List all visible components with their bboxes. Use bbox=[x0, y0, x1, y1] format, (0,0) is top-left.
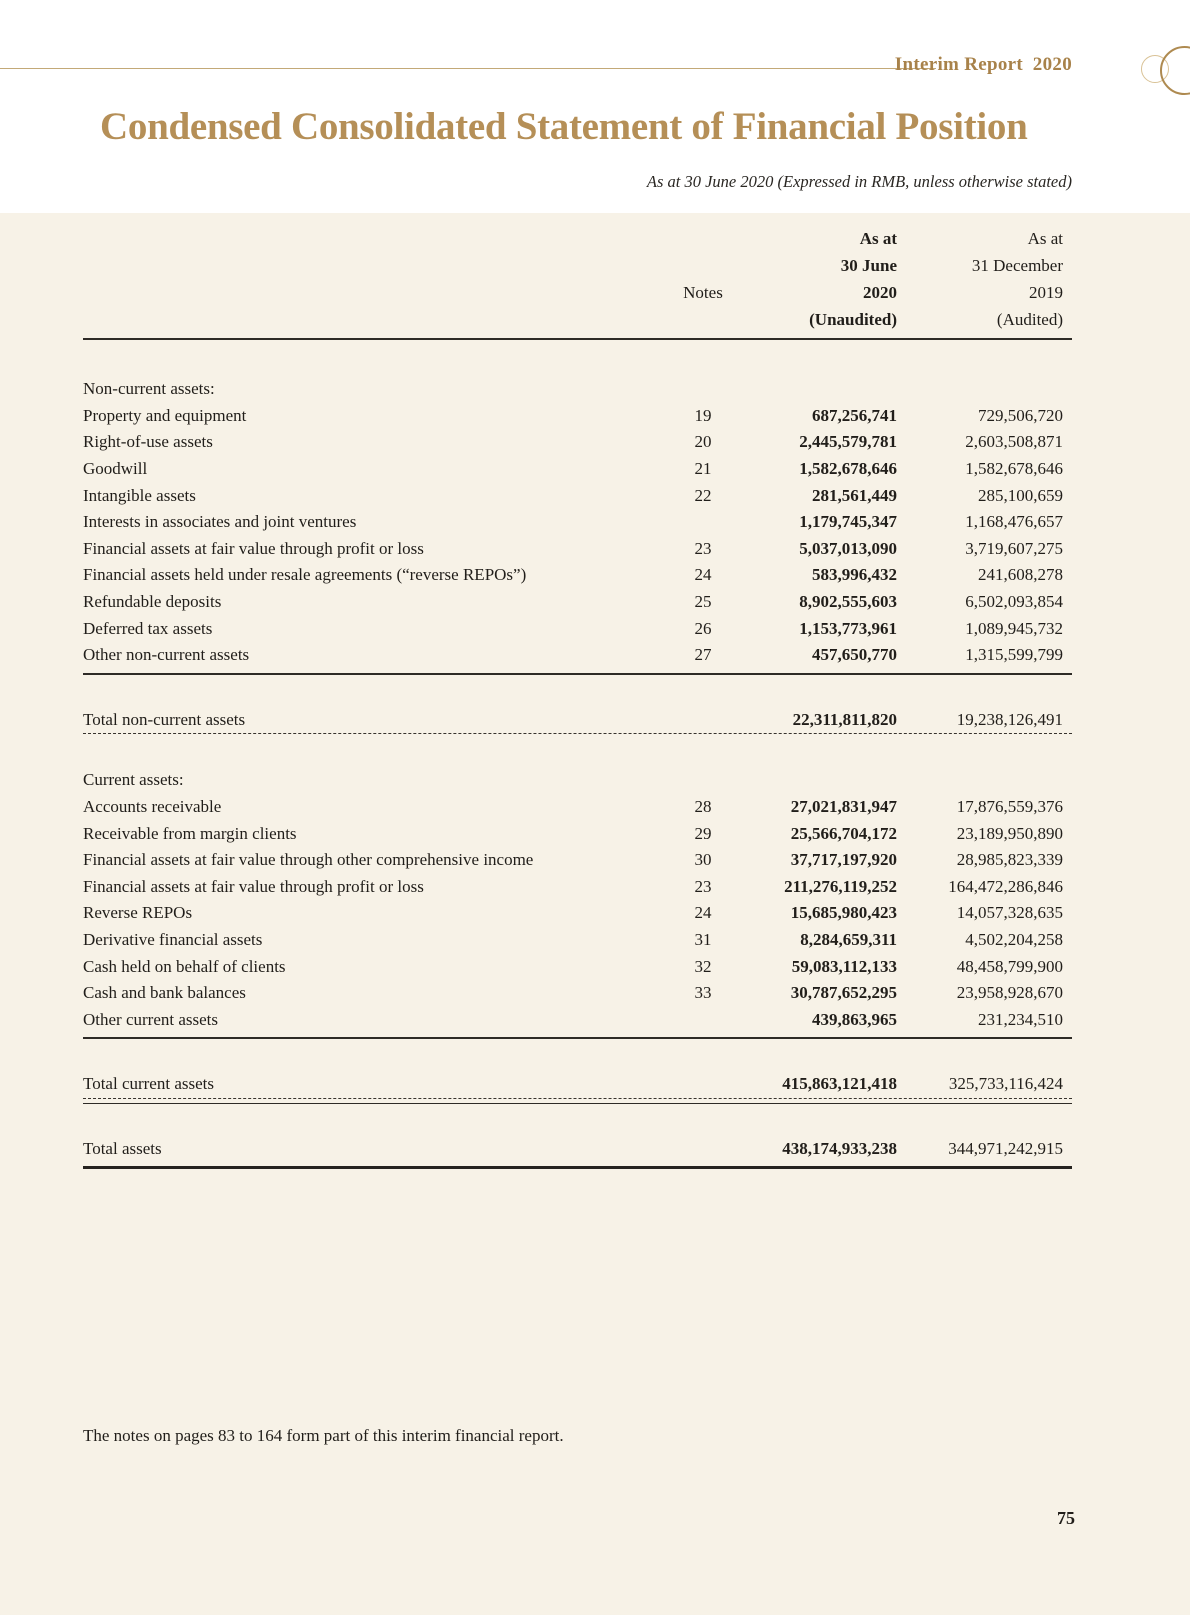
table-row-value-2019: 2,603,508,871 bbox=[965, 432, 1063, 452]
table-row-label: Financial assets at fair value through other comprehensive income bbox=[83, 850, 534, 870]
table-row-label: Financial assets held under resale agreements (“reverse REPOs”) bbox=[83, 565, 527, 585]
table-row-note: 26 bbox=[694, 618, 712, 638]
table-row-value-2019: 285,100,659 bbox=[978, 485, 1063, 505]
table-row-value-2019: 729,506,720 bbox=[978, 405, 1063, 425]
table-row bbox=[83, 900, 1072, 927]
table-row bbox=[83, 589, 1072, 616]
header-gold-rule bbox=[0, 68, 936, 69]
table-row-value-2020: 439,863,965 bbox=[812, 1009, 897, 1029]
table-row-value-2019: 231,234,510 bbox=[978, 1009, 1063, 1029]
total-value-2020: 22,311,811,820 bbox=[792, 709, 897, 729]
grand-total-row bbox=[83, 1136, 1072, 1163]
table-row-note: 23 bbox=[694, 538, 712, 558]
table-row-note: 30 bbox=[694, 850, 712, 870]
table-row-note: 24 bbox=[694, 903, 712, 923]
page-title: Condensed Consolidated Statement of Financial Position bbox=[100, 105, 1028, 148]
table-row-note: 24 bbox=[694, 565, 712, 585]
table-row-label: Deferred tax assets bbox=[83, 618, 213, 638]
table-row-value-2019: 1,582,678,646 bbox=[965, 459, 1063, 479]
financial-position-table bbox=[83, 225, 1072, 1169]
report-label: Interim Report 2020 bbox=[894, 54, 1072, 75]
table-row-label: Other non-current assets bbox=[83, 645, 250, 665]
table-row-value-2019: 241,608,278 bbox=[978, 565, 1063, 585]
table-row bbox=[83, 482, 1072, 509]
table-row-value-2019: 48,458,799,900 bbox=[956, 956, 1063, 976]
section-title: Current assets: bbox=[83, 770, 184, 790]
col-2020-header-line2: 30 June bbox=[840, 255, 897, 275]
table-row-label: Right-of-use assets bbox=[83, 432, 213, 452]
notes-column-header: Notes bbox=[683, 282, 723, 302]
table-row-value-2019: 1,168,476,657 bbox=[965, 512, 1063, 532]
col-2020-header-line1: As at bbox=[859, 228, 897, 248]
table-row-value-2019: 1,315,599,799 bbox=[965, 645, 1063, 665]
table-row-label: Reverse REPOs bbox=[83, 903, 193, 923]
section-title: Non-current assets: bbox=[83, 379, 215, 399]
table-row-label: Goodwill bbox=[83, 459, 148, 479]
page-subtitle: As at 30 June 2020 (Expressed in RMB, unless otherwise stated) bbox=[646, 172, 1072, 191]
table-row bbox=[83, 403, 1072, 430]
decorative-circle-large-icon bbox=[1160, 46, 1190, 95]
table-row-note: 27 bbox=[694, 645, 712, 665]
table-row bbox=[83, 847, 1072, 874]
table-row-value-2020: 281,561,449 bbox=[812, 485, 897, 505]
col-2019-header-line1: As at bbox=[1027, 228, 1063, 248]
table-row bbox=[83, 794, 1072, 821]
section-title-row bbox=[83, 767, 1072, 794]
table-row-label: Refundable deposits bbox=[83, 592, 222, 612]
table-row-note: 20 bbox=[694, 432, 712, 452]
total-value-2020: 415,863,121,418 bbox=[782, 1074, 897, 1094]
total-label: Total current assets bbox=[83, 1074, 214, 1094]
table-row-note: 29 bbox=[694, 823, 712, 843]
table-row bbox=[83, 429, 1072, 456]
table-row-label: Property and equipment bbox=[83, 405, 247, 425]
table-row bbox=[83, 536, 1072, 563]
table-header-row bbox=[83, 306, 1072, 333]
table-row bbox=[83, 927, 1072, 954]
table-row-label: Intangible assets bbox=[83, 485, 196, 505]
col-2019-header-line4: (Audited) bbox=[996, 309, 1063, 329]
table-row bbox=[83, 820, 1072, 847]
table-row-note: 25 bbox=[694, 592, 712, 612]
table-row-note: 33 bbox=[694, 983, 712, 1003]
table-row-note: 28 bbox=[694, 797, 712, 817]
table-section bbox=[83, 767, 1072, 1104]
table-row-value-2019: 28,985,823,339 bbox=[956, 850, 1063, 870]
table-row-label: Receivable from margin clients bbox=[83, 823, 297, 843]
table-row bbox=[83, 456, 1072, 483]
table-row-value-2020: 8,284,659,311 bbox=[800, 929, 897, 949]
grand-total-rule bbox=[83, 1166, 1072, 1169]
table-row-value-2020: 1,582,678,646 bbox=[799, 459, 897, 479]
table-row-value-2020: 687,256,741 bbox=[812, 405, 897, 425]
col-2020-header-line4: (Unaudited) bbox=[809, 309, 897, 329]
page-number: 75 bbox=[1057, 1508, 1075, 1528]
table-row bbox=[83, 615, 1072, 642]
grand-total-value-2020: 438,174,933,238 bbox=[782, 1138, 897, 1158]
table-row-value-2020: 211,276,119,252 bbox=[784, 876, 897, 896]
col-2019-header-line3: 2019 bbox=[1029, 282, 1063, 302]
table-row-value-2019: 6,502,093,854 bbox=[965, 592, 1063, 612]
table-row bbox=[83, 642, 1072, 669]
section-bottom-rule bbox=[83, 1037, 1072, 1039]
table-row bbox=[83, 953, 1072, 980]
table-row-label: Cash and bank balances bbox=[83, 983, 246, 1003]
table-row-label: Financial assets at fair value through profit or loss bbox=[83, 876, 424, 896]
grand-total-label: Total assets bbox=[83, 1138, 162, 1158]
table-row-value-2020: 5,037,013,090 bbox=[799, 538, 897, 558]
table-row-note: 23 bbox=[694, 876, 712, 896]
table-header-row bbox=[83, 252, 1072, 279]
table-row-note: 31 bbox=[694, 929, 712, 949]
table-row-value-2020: 1,179,745,347 bbox=[799, 512, 897, 532]
table-row-note: 32 bbox=[694, 956, 712, 976]
table-row-value-2019: 164,472,286,846 bbox=[948, 876, 1063, 896]
table-row-value-2019: 1,089,945,732 bbox=[965, 618, 1063, 638]
section-title-row bbox=[83, 376, 1072, 403]
table-row bbox=[83, 562, 1072, 589]
section-total-row bbox=[83, 707, 1072, 735]
table-row-note: 19 bbox=[694, 405, 712, 425]
table-row-value-2020: 30,787,652,295 bbox=[790, 983, 897, 1003]
grand-total-value-2019: 344,971,242,915 bbox=[948, 1138, 1063, 1158]
col-2020-header-line3: 2020 bbox=[863, 282, 897, 302]
table-row-label: Accounts receivable bbox=[83, 797, 222, 817]
table-row bbox=[83, 509, 1072, 536]
table-row-note: 22 bbox=[694, 485, 712, 505]
section-bottom-rule bbox=[83, 673, 1072, 675]
table-row-value-2020: 1,153,773,961 bbox=[799, 618, 897, 638]
table-row-value-2020: 37,717,197,920 bbox=[790, 850, 897, 870]
table-row-value-2020: 457,650,770 bbox=[812, 645, 897, 665]
table-row-value-2019: 23,189,950,890 bbox=[956, 823, 1063, 843]
table-header-row bbox=[83, 279, 1072, 306]
section-total-row bbox=[83, 1071, 1072, 1099]
table-header-row bbox=[83, 225, 1072, 252]
table-row-value-2019: 14,057,328,635 bbox=[956, 903, 1063, 923]
table-row-label: Derivative financial assets bbox=[83, 929, 263, 949]
table-row-value-2020: 59,083,112,133 bbox=[791, 956, 897, 976]
table-header-rule bbox=[83, 338, 1072, 340]
table-row bbox=[83, 980, 1072, 1007]
table-row-value-2019: 3,719,607,275 bbox=[965, 538, 1063, 558]
total-value-2019: 19,238,126,491 bbox=[956, 709, 1063, 729]
table-row-value-2020: 27,021,831,947 bbox=[790, 797, 897, 817]
table-header bbox=[83, 225, 1072, 333]
table-section bbox=[83, 376, 1072, 734]
table-row-value-2020: 583,996,432 bbox=[812, 565, 897, 585]
table-row-label: Interests in associates and joint ventures bbox=[83, 512, 357, 532]
table-row-value-2019: 17,876,559,376 bbox=[956, 797, 1063, 817]
table-row-note: 21 bbox=[694, 459, 712, 479]
table-row-value-2020: 25,566,704,172 bbox=[790, 823, 897, 843]
total-label: Total non-current assets bbox=[83, 709, 246, 729]
table-row-label: Cash held on behalf of clients bbox=[83, 956, 286, 976]
table-row-value-2019: 4,502,204,258 bbox=[965, 929, 1063, 949]
table-row-value-2019: 23,958,928,670 bbox=[956, 983, 1063, 1003]
table-row bbox=[83, 1006, 1072, 1033]
table-row-value-2020: 2,445,579,781 bbox=[799, 432, 897, 452]
table-row-value-2020: 15,685,980,423 bbox=[790, 903, 897, 923]
table-row-label: Other current assets bbox=[83, 1009, 219, 1029]
total-value-2019: 325,733,116,424 bbox=[948, 1074, 1063, 1094]
table-row-value-2020: 8,902,555,603 bbox=[799, 592, 897, 612]
post-total-rule bbox=[83, 1103, 1072, 1104]
footer-note: The notes on pages 83 to 164 form part of this interim financial report. bbox=[83, 1426, 564, 1445]
table-body bbox=[83, 376, 1072, 1169]
table-row bbox=[83, 874, 1072, 901]
table-row-label: Financial assets at fair value through profit or loss bbox=[83, 538, 424, 558]
col-2019-header-line2: 31 December bbox=[971, 255, 1063, 275]
